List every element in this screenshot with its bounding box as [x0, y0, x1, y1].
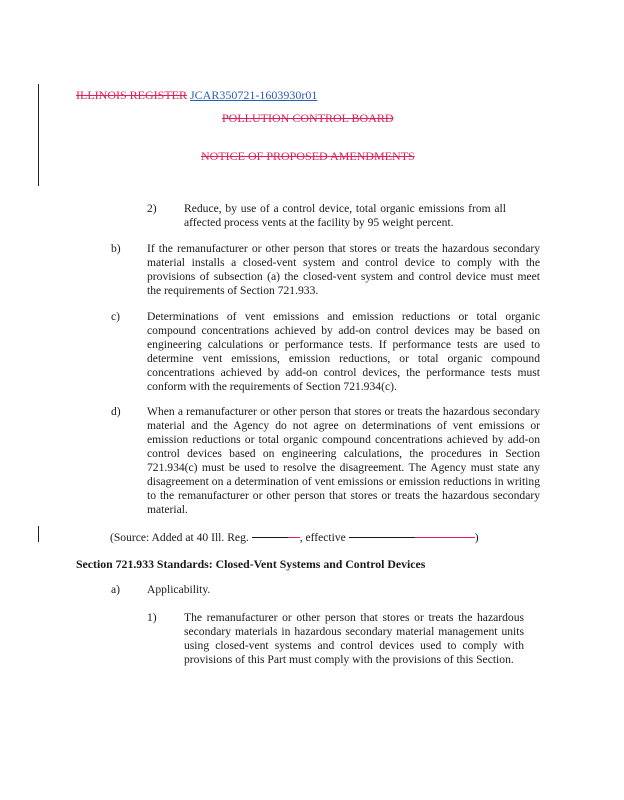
source-note — [110, 531, 479, 545]
source-middle: , effective — [299, 531, 349, 544]
item-d-label: d) — [111, 405, 121, 418]
item-a2-text: Reduce, by use of a control device, total organic emissions from all affected process vents at the facility by 95 weight percent. — [184, 202, 506, 229]
board-title-struck: POLLUTION CONTROL BOARD — [222, 111, 394, 125]
jcar-id: JCAR350721-1603930r01 — [190, 88, 318, 102]
source-blank-volume — [252, 537, 288, 538]
section-heading: Section 721.933 Standards: Closed-Vent Systems and Control Devices — [76, 557, 426, 571]
section-a1-label: 1) — [147, 611, 157, 624]
notice-title-struck: NOTICE OF PROPOSED AMENDMENTS — [201, 149, 415, 163]
item-b-label: b) — [111, 242, 121, 255]
item-a2-label: 2) — [147, 202, 157, 215]
source-blank-volume-red — [288, 537, 300, 538]
source-blank-date — [349, 537, 415, 538]
source-suffix: ) — [474, 531, 479, 544]
section-a-text: Applicability. — [147, 583, 211, 596]
change-bar-source — [38, 526, 39, 542]
source-prefix: (Source: Added at 40 Ill. Reg. — [110, 531, 252, 544]
change-bar-header — [38, 84, 39, 186]
item-d-text: When a remanufacturer or other person that stores or treats the hazardous secondary material and the Agency do not agree on determinations of vent emissions or emission reductions or total organic compound concentrations achieved by add-on control devices based on engineering calculations, the procedures in Section 721.934(c) must be used to resolve the disagreement. The Agency must state any disagreement on a determination of vent emissions or emission reductions in writing to the remanufacturer or other person that stores or treats the hazardous secondary material. — [147, 405, 540, 516]
source-blank-date-red — [415, 537, 475, 538]
section-a-label: a) — [111, 583, 121, 596]
register-header — [76, 88, 317, 102]
register-title-struck: ILLINOIS REGISTER — [76, 88, 187, 102]
item-b-text: If the remanufacturer or other person that stores or treats the hazardous secondary material installs a closed-vent system and control device to comply with the provisions of subsection (a) the closed-vent system and control device must meet the requirements of Section 721.933. — [147, 242, 540, 297]
item-c-label: c) — [111, 310, 121, 323]
item-c-text: Determinations of vent emissions and emission reductions or total organic compound concentrations achieved by add-on control devices may be based on engineering calculations or performance tests. If performance tests are used to determine vent emissions, emission reductions, or total organic compound concentrations achieved by add-on control devices, the performance tests must conform with the requirements of Section 721.934(c). — [147, 310, 540, 393]
section-a1-text: The remanufacturer or other person that stores or treats the hazardous secondary materials in hazardous secondary material management units using closed-vent systems and control devices used to comply with provisions of this Part must comply with the provisions of this Section. — [184, 611, 524, 666]
